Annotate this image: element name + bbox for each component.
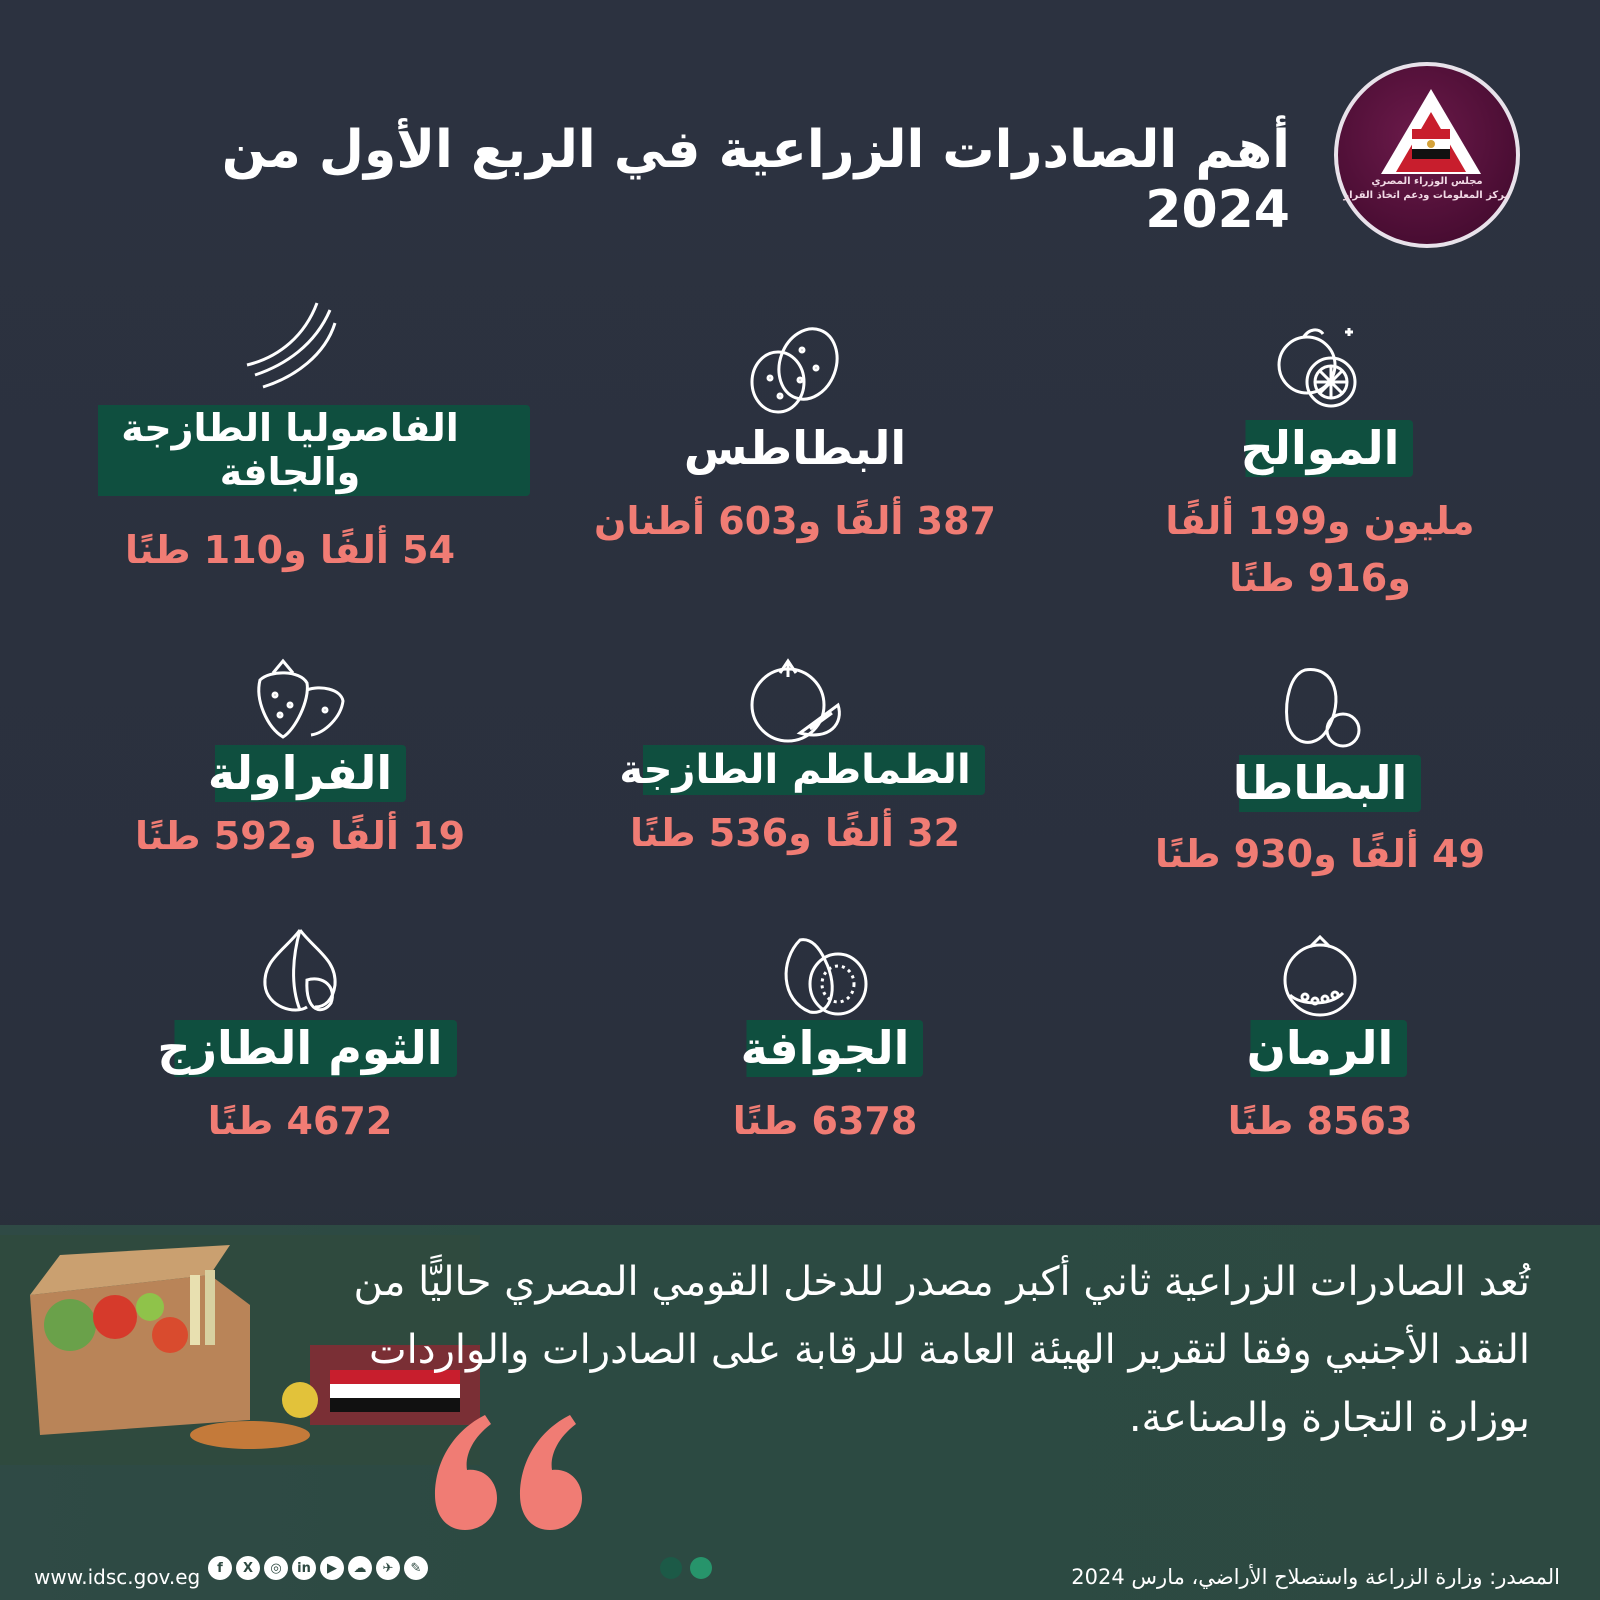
product-value: 6378 طنًا [732, 1098, 918, 1143]
source-text: المصدر: وزارة الزراعة واستصلاح الأراضي، مارس 2024 [1071, 1565, 1560, 1589]
product-name: الطماطم الطازجة [605, 745, 984, 795]
product-card-garlic [60, 925, 540, 1150]
product-value-line2: و916 طنًا [1229, 555, 1411, 600]
tomato-icon [740, 655, 850, 745]
app-icon[interactable]: ✎ [404, 1556, 428, 1580]
product-value: 8563 طنًا [1227, 1098, 1413, 1143]
pagination-dots [660, 1557, 712, 1579]
product-name: البطاطس [683, 421, 907, 475]
product-name: الثوم الطازج [143, 1020, 456, 1077]
product-card-guava [585, 930, 1065, 1150]
product-name: البطاطا [1219, 755, 1422, 812]
product-value: 19 ألفًا و592 طنًا [134, 813, 466, 858]
product-value: 49 ألفًا و930 طنًا [1154, 831, 1486, 876]
pomegranate-icon [1265, 935, 1375, 1020]
product-card-strawberry [60, 655, 540, 865]
soundcloud-icon[interactable]: ☁ [348, 1556, 372, 1580]
logo-text-center: مركز المعلومات ودعم اتخاذ القرار [1343, 190, 1511, 201]
citrus-icon [1265, 320, 1375, 420]
product-card-potato [555, 320, 1035, 550]
page-title: أهم الصادرات الزراعية في الربع الأول من 2024 [221, 120, 1290, 240]
product-name: الموالح [1227, 420, 1414, 477]
garlic-icon [245, 925, 355, 1020]
youtube-icon[interactable]: ▶ [320, 1556, 344, 1580]
telegram-icon[interactable]: ✈ [376, 1556, 400, 1580]
strawberry-icon [245, 655, 355, 745]
social-icons [208, 1556, 428, 1580]
pagination-dot[interactable] [660, 1557, 682, 1579]
guava-icon [770, 930, 880, 1020]
instagram-icon[interactable]: ◎ [264, 1556, 288, 1580]
quote-text: تُعد الصادرات الزراعية ثاني أكبر مصدر للدخل القومي المصري حاليًّا من النقد الأجنبي وفقا لتقرير الهيئة العامة للرقابة على الصادرات والواردات بوزارة التجارة والصناعة. [353, 1259, 1530, 1441]
product-value: مليون و199 ألفًا [1165, 498, 1475, 543]
product-name: الجوافة [727, 1020, 924, 1077]
product-value: 54 ألفًا و110 طنًا [124, 528, 456, 573]
product-card-pomegranate [1080, 935, 1560, 1150]
product-name: الفاصوليا الطازجة والجافة [50, 405, 530, 496]
quote-mark-icon [425, 1410, 595, 1535]
pyramid-flag-emblem [1376, 84, 1486, 179]
beans-icon [235, 295, 345, 395]
product-value: 32 ألفًا و536 طنًا [629, 811, 961, 855]
product-card-citrus [1080, 320, 1560, 607]
product-card-beans [50, 295, 530, 579]
facebook-icon[interactable]: f [208, 1556, 232, 1580]
pagination-dot-active[interactable] [690, 1557, 712, 1579]
product-value: 4672 طنًا [207, 1098, 393, 1143]
idsc-logo [1334, 62, 1520, 248]
product-card-sweet-potato [1080, 660, 1560, 883]
product-card-tomato [555, 655, 1035, 862]
product-name: الفراولة [194, 745, 406, 802]
product-name: الرمان [1233, 1020, 1408, 1077]
potato-icon [740, 320, 850, 420]
linkedin-icon[interactable]: in [292, 1556, 316, 1580]
website-link[interactable]: www.idsc.gov.eg [34, 1565, 201, 1589]
sweet-potato-icon [1265, 660, 1375, 755]
product-value: 387 ألفًا و603 أطنان [594, 498, 996, 543]
x-icon[interactable]: X [236, 1556, 260, 1580]
logo-text-council: مجلس الوزراء المصري [1371, 176, 1483, 187]
